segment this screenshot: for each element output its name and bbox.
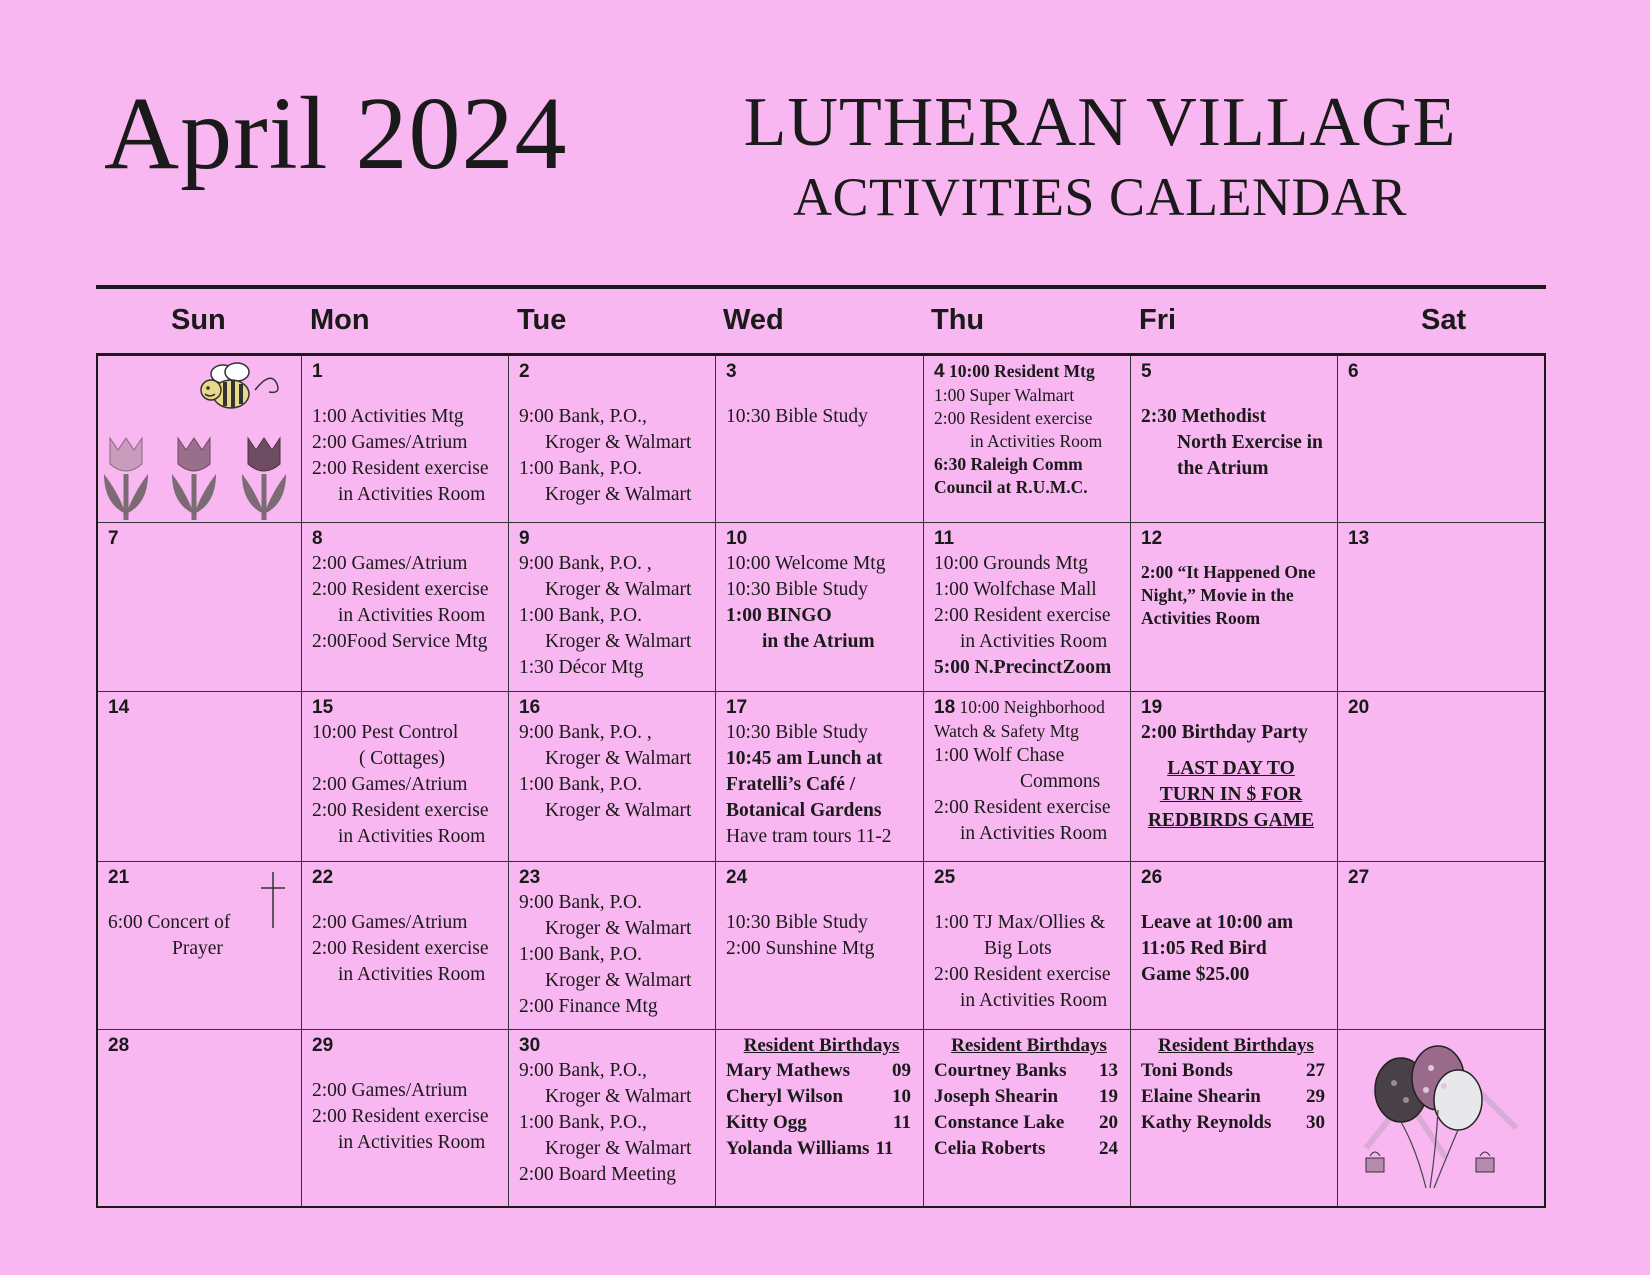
event-line: 6:00 Concert of (108, 912, 231, 933)
day-cell-3 (716, 356, 924, 523)
bee-icon (193, 360, 293, 420)
event-line: 1:00 Bank, P.O. (519, 774, 642, 795)
event-line: 11:05 Red Bird (1141, 938, 1267, 959)
event-line: 1:00 TJ Max/Ollies & (934, 912, 1106, 933)
day-cell-5 (1131, 356, 1338, 523)
day-cell-14 (98, 692, 302, 862)
day-number: 3 (726, 361, 737, 382)
day-number: 8 (312, 528, 323, 549)
top-rule (96, 285, 1546, 289)
page-title-month: April 2024 (104, 76, 568, 191)
day-cell-27 (1338, 862, 1544, 1030)
event-line: 2:00 Resident exercise (934, 797, 1111, 818)
day-header-sat: Sat (1421, 304, 1467, 336)
event-line: Kroger & Walmart (545, 1138, 692, 1159)
event-line: 2:00Food Service Mtg (312, 631, 488, 652)
event-line: 9:00 Bank, P.O. , (519, 553, 652, 574)
event-line: 2:00 Sunshine Mtg (726, 938, 875, 959)
event-line: in Activities Room (960, 631, 1108, 652)
day-cell-24 (716, 862, 924, 1030)
event-line: ( Cottages) (358, 748, 446, 769)
event-line: TURN IN $ FOR (1159, 784, 1303, 805)
event-line: the Atrium (1177, 458, 1269, 479)
day-number: 27 (1348, 867, 1370, 888)
day-cell-30 (509, 1030, 716, 1206)
day-cell-18 (924, 692, 1131, 862)
event-line: Kroger & Walmart (545, 748, 692, 769)
event-line: 9:00 Bank, P.O., (519, 406, 647, 427)
day-cell-23 (509, 862, 716, 1030)
event-line: 1:00 Bank, P.O. (519, 944, 642, 965)
day-cell-19 (1131, 692, 1338, 862)
event-line: Commons (1020, 771, 1101, 792)
event-line: in Activities Room (338, 484, 486, 505)
event-line: 10:00 Welcome Mtg (726, 553, 886, 574)
event-line: 2:00 Resident exercise (312, 458, 489, 479)
day-number: 11 (934, 528, 955, 549)
event-line: Prayer (172, 938, 223, 959)
event-line: 2:00 Resident exercise (312, 579, 489, 600)
birthday-row: Mary Mathews 09 (726, 1060, 911, 1081)
event-line: 10:00 Resident Mtg (948, 361, 1095, 381)
day-header-sun: Sun (171, 304, 226, 336)
event-line: 1:00 Wolf Chase (934, 745, 1065, 766)
event-line: 1:00 Activities Mtg (312, 406, 464, 427)
day-cell-25 (924, 862, 1131, 1030)
event-line: 2:00 Resident exercise (312, 1106, 489, 1127)
birthdays-heading: Resident Birthdays (951, 1035, 1107, 1056)
cross-icon (258, 870, 288, 930)
day-number: 5 (1141, 361, 1152, 382)
event-line: 10:30 Bible Study (726, 406, 868, 427)
page-subtitle: ACTIVITIES CALENDAR (793, 167, 1407, 227)
event-line: 10:00 Neighborhood (959, 697, 1105, 717)
event-line: 2:00 Resident exercise (312, 938, 489, 959)
event-line: 10:30 Bible Study (726, 579, 868, 600)
day-number: 30 (519, 1035, 541, 1056)
event-line: 1:00 Super Walmart (934, 385, 1075, 405)
day-cell-21 (98, 862, 302, 1030)
event-line: 2:00 Games/Atrium (312, 1080, 468, 1101)
day-number: 16 (519, 697, 541, 718)
page-title-org: LUTHERAN VILLAGE (743, 84, 1457, 161)
event-line: in Activities Room (970, 431, 1103, 451)
event-line: Fratelli’s Café / (726, 774, 856, 795)
day-cell-20 (1338, 692, 1544, 862)
event-line: 2:00 Finance Mtg (519, 996, 658, 1017)
event-line: LAST DAY TO (1167, 758, 1295, 779)
event-line: Big Lots (984, 938, 1052, 959)
day-cell-16 (509, 692, 716, 862)
day-cell-28 (98, 1030, 302, 1206)
balloons-icon (1346, 1038, 1536, 1198)
event-line: 2:00 Resident exercise (934, 408, 1093, 428)
day-header-fri: Fri (1139, 304, 1177, 336)
event-line: Leave at 10:00 am (1141, 912, 1294, 933)
event-line: 2:00 “It Happened One (1141, 562, 1316, 582)
event-line: 2:00 Games/Atrium (312, 774, 468, 795)
day-number: 13 (1348, 528, 1370, 549)
day-number: 15 (312, 697, 334, 718)
birthdays-wed (716, 1030, 924, 1206)
day-cell-26 (1131, 862, 1338, 1030)
event-line: Kroger & Walmart (545, 970, 692, 991)
day-cell-17 (716, 692, 924, 862)
day-cell-8 (302, 523, 509, 692)
event-line: 1:00 BINGO (726, 605, 832, 626)
event-line: in the Atrium (762, 631, 875, 652)
day-cell-29 (302, 1030, 509, 1206)
day-header-tue: Tue (517, 304, 567, 336)
event-line: Kroger & Walmart (545, 1086, 692, 1107)
event-line: Kroger & Walmart (545, 918, 692, 939)
day-number: 18 (934, 697, 956, 718)
birthdays-heading: Resident Birthdays (1158, 1035, 1314, 1056)
birthday-row: Toni Bonds 27 (1141, 1060, 1325, 1081)
event-line: 10:45 am Lunch at (726, 748, 883, 769)
day-cell-balloons (1338, 1030, 1544, 1206)
day-cell-22 (302, 862, 509, 1030)
event-line: North Exercise in (1177, 432, 1323, 453)
event-line: 10:30 Bible Study (726, 912, 868, 933)
day-number: 29 (312, 1035, 334, 1056)
event-line: in Activities Room (960, 990, 1108, 1011)
birthdays-fri (1131, 1030, 1338, 1206)
event-line: Kroger & Walmart (545, 484, 692, 505)
day-number: 2 (519, 361, 530, 382)
event-line: 2:00 Resident exercise (934, 605, 1111, 626)
day-number: 1 (312, 361, 323, 382)
birthday-row: Kitty Ogg 11 (726, 1112, 911, 1133)
event-line: in Activities Room (338, 964, 486, 985)
day-cell-6 (1338, 356, 1544, 523)
day-cell-empty-sun (98, 356, 302, 523)
event-line: 2:00 Birthday Party (1141, 722, 1308, 743)
event-line: 9:00 Bank, P.O. (519, 892, 642, 913)
birthday-row: Elaine Shearin 29 (1141, 1086, 1325, 1107)
day-headers (96, 300, 1546, 350)
day-number: 28 (108, 1035, 130, 1056)
day-number: 7 (108, 528, 119, 549)
day-cell-10 (716, 523, 924, 692)
birthday-row: Joseph Shearin 19 (934, 1086, 1118, 1107)
day-number: 21 (108, 867, 130, 888)
birthday-row: Constance Lake 20 (934, 1112, 1118, 1133)
day-cell-4 (924, 356, 1131, 523)
day-number: 25 (934, 867, 956, 888)
event-line: Kroger & Walmart (545, 631, 692, 652)
day-header-mon: Mon (310, 304, 370, 336)
event-line: 10:00 Pest Control (312, 722, 459, 743)
day-cell-13 (1338, 523, 1544, 692)
day-cell-7 (98, 523, 302, 692)
event-line: 1:00 Bank, P.O. (519, 605, 642, 626)
event-line: Botanical Gardens (726, 800, 882, 821)
birthday-row: Kathy Reynolds 30 (1141, 1112, 1325, 1133)
event-line: 9:00 Bank, P.O. , (519, 722, 652, 743)
day-number: 9 (519, 528, 530, 549)
birthday-row: Celia Roberts 24 (934, 1138, 1118, 1159)
event-line: 2:00 Games/Atrium (312, 912, 468, 933)
day-header-thu: Thu (931, 304, 985, 336)
day-cell-15 (302, 692, 509, 862)
event-line: 2:00 Board Meeting (519, 1164, 677, 1185)
birthdays-heading: Resident Birthdays (743, 1035, 900, 1056)
day-number: 17 (726, 697, 748, 718)
day-cell-12 (1131, 523, 1338, 692)
event-line: Watch & Safety Mtg (934, 721, 1079, 741)
day-number: 22 (312, 867, 334, 888)
day-header-wed: Wed (723, 304, 784, 336)
event-line: 2:30 Methodist (1141, 406, 1267, 427)
day-number: 24 (726, 867, 748, 888)
day-number: 19 (1141, 697, 1163, 718)
day-number: 23 (519, 867, 541, 888)
birthday-row: Cheryl Wilson 10 (726, 1086, 911, 1107)
event-line: 9:00 Bank, P.O., (519, 1060, 647, 1081)
event-line: 6:30 Raleigh Comm (934, 454, 1083, 474)
birthday-row: Yolanda Williams 11 (726, 1138, 894, 1159)
event-line: 2:00 Resident exercise (312, 800, 489, 821)
event-line: Game $25.00 (1141, 964, 1250, 985)
event-line: Have tram tours 11-2 (726, 826, 892, 847)
day-number: 20 (1348, 697, 1370, 718)
day-number: 14 (108, 697, 130, 718)
event-line: Activities Room (1141, 608, 1261, 628)
event-line: 10:30 Bible Study (726, 722, 868, 743)
event-line: REDBIRDS GAME (1147, 810, 1315, 831)
calendar-grid (96, 353, 1546, 1208)
birthday-row: Courtney Banks 13 (934, 1060, 1118, 1081)
event-line: Night,” Movie in the (1141, 585, 1294, 605)
event-line: 1:00 Wolfchase Mall (934, 579, 1097, 600)
event-line: in Activities Room (338, 1132, 486, 1153)
event-line: 2:00 Games/Atrium (312, 432, 468, 453)
day-number: 12 (1141, 528, 1163, 549)
event-line: 2:00 Resident exercise (934, 964, 1111, 985)
event-line: in Activities Room (338, 826, 486, 847)
event-line: 2:00 Games/Atrium (312, 553, 468, 574)
event-line: Kroger & Walmart (545, 800, 692, 821)
day-cell-11 (924, 523, 1131, 692)
event-line: 1:00 Bank, P.O. (519, 458, 642, 479)
birthdays-thu (924, 1030, 1131, 1206)
day-cell-1 (302, 356, 509, 523)
event-line: 1:30 Décor Mtg (519, 657, 644, 678)
event-line: 10:00 Grounds Mtg (934, 553, 1088, 574)
event-line: 5:00 N.PrecinctZoom (934, 657, 1112, 678)
event-line: Council at R.U.M.C. (934, 477, 1088, 497)
event-line: Kroger & Walmart (545, 579, 692, 600)
event-line: in Activities Room (960, 823, 1108, 844)
event-line: Kroger & Walmart (545, 432, 692, 453)
tulip-icon (100, 434, 296, 520)
day-number: 4 (934, 361, 945, 382)
event-line: 1:00 Bank, P.O., (519, 1112, 647, 1133)
day-cell-9 (509, 523, 716, 692)
day-number: 10 (726, 528, 748, 549)
day-number: 26 (1141, 867, 1163, 888)
day-cell-2 (509, 356, 716, 523)
day-number: 6 (1348, 361, 1359, 382)
event-line: in Activities Room (338, 605, 486, 626)
